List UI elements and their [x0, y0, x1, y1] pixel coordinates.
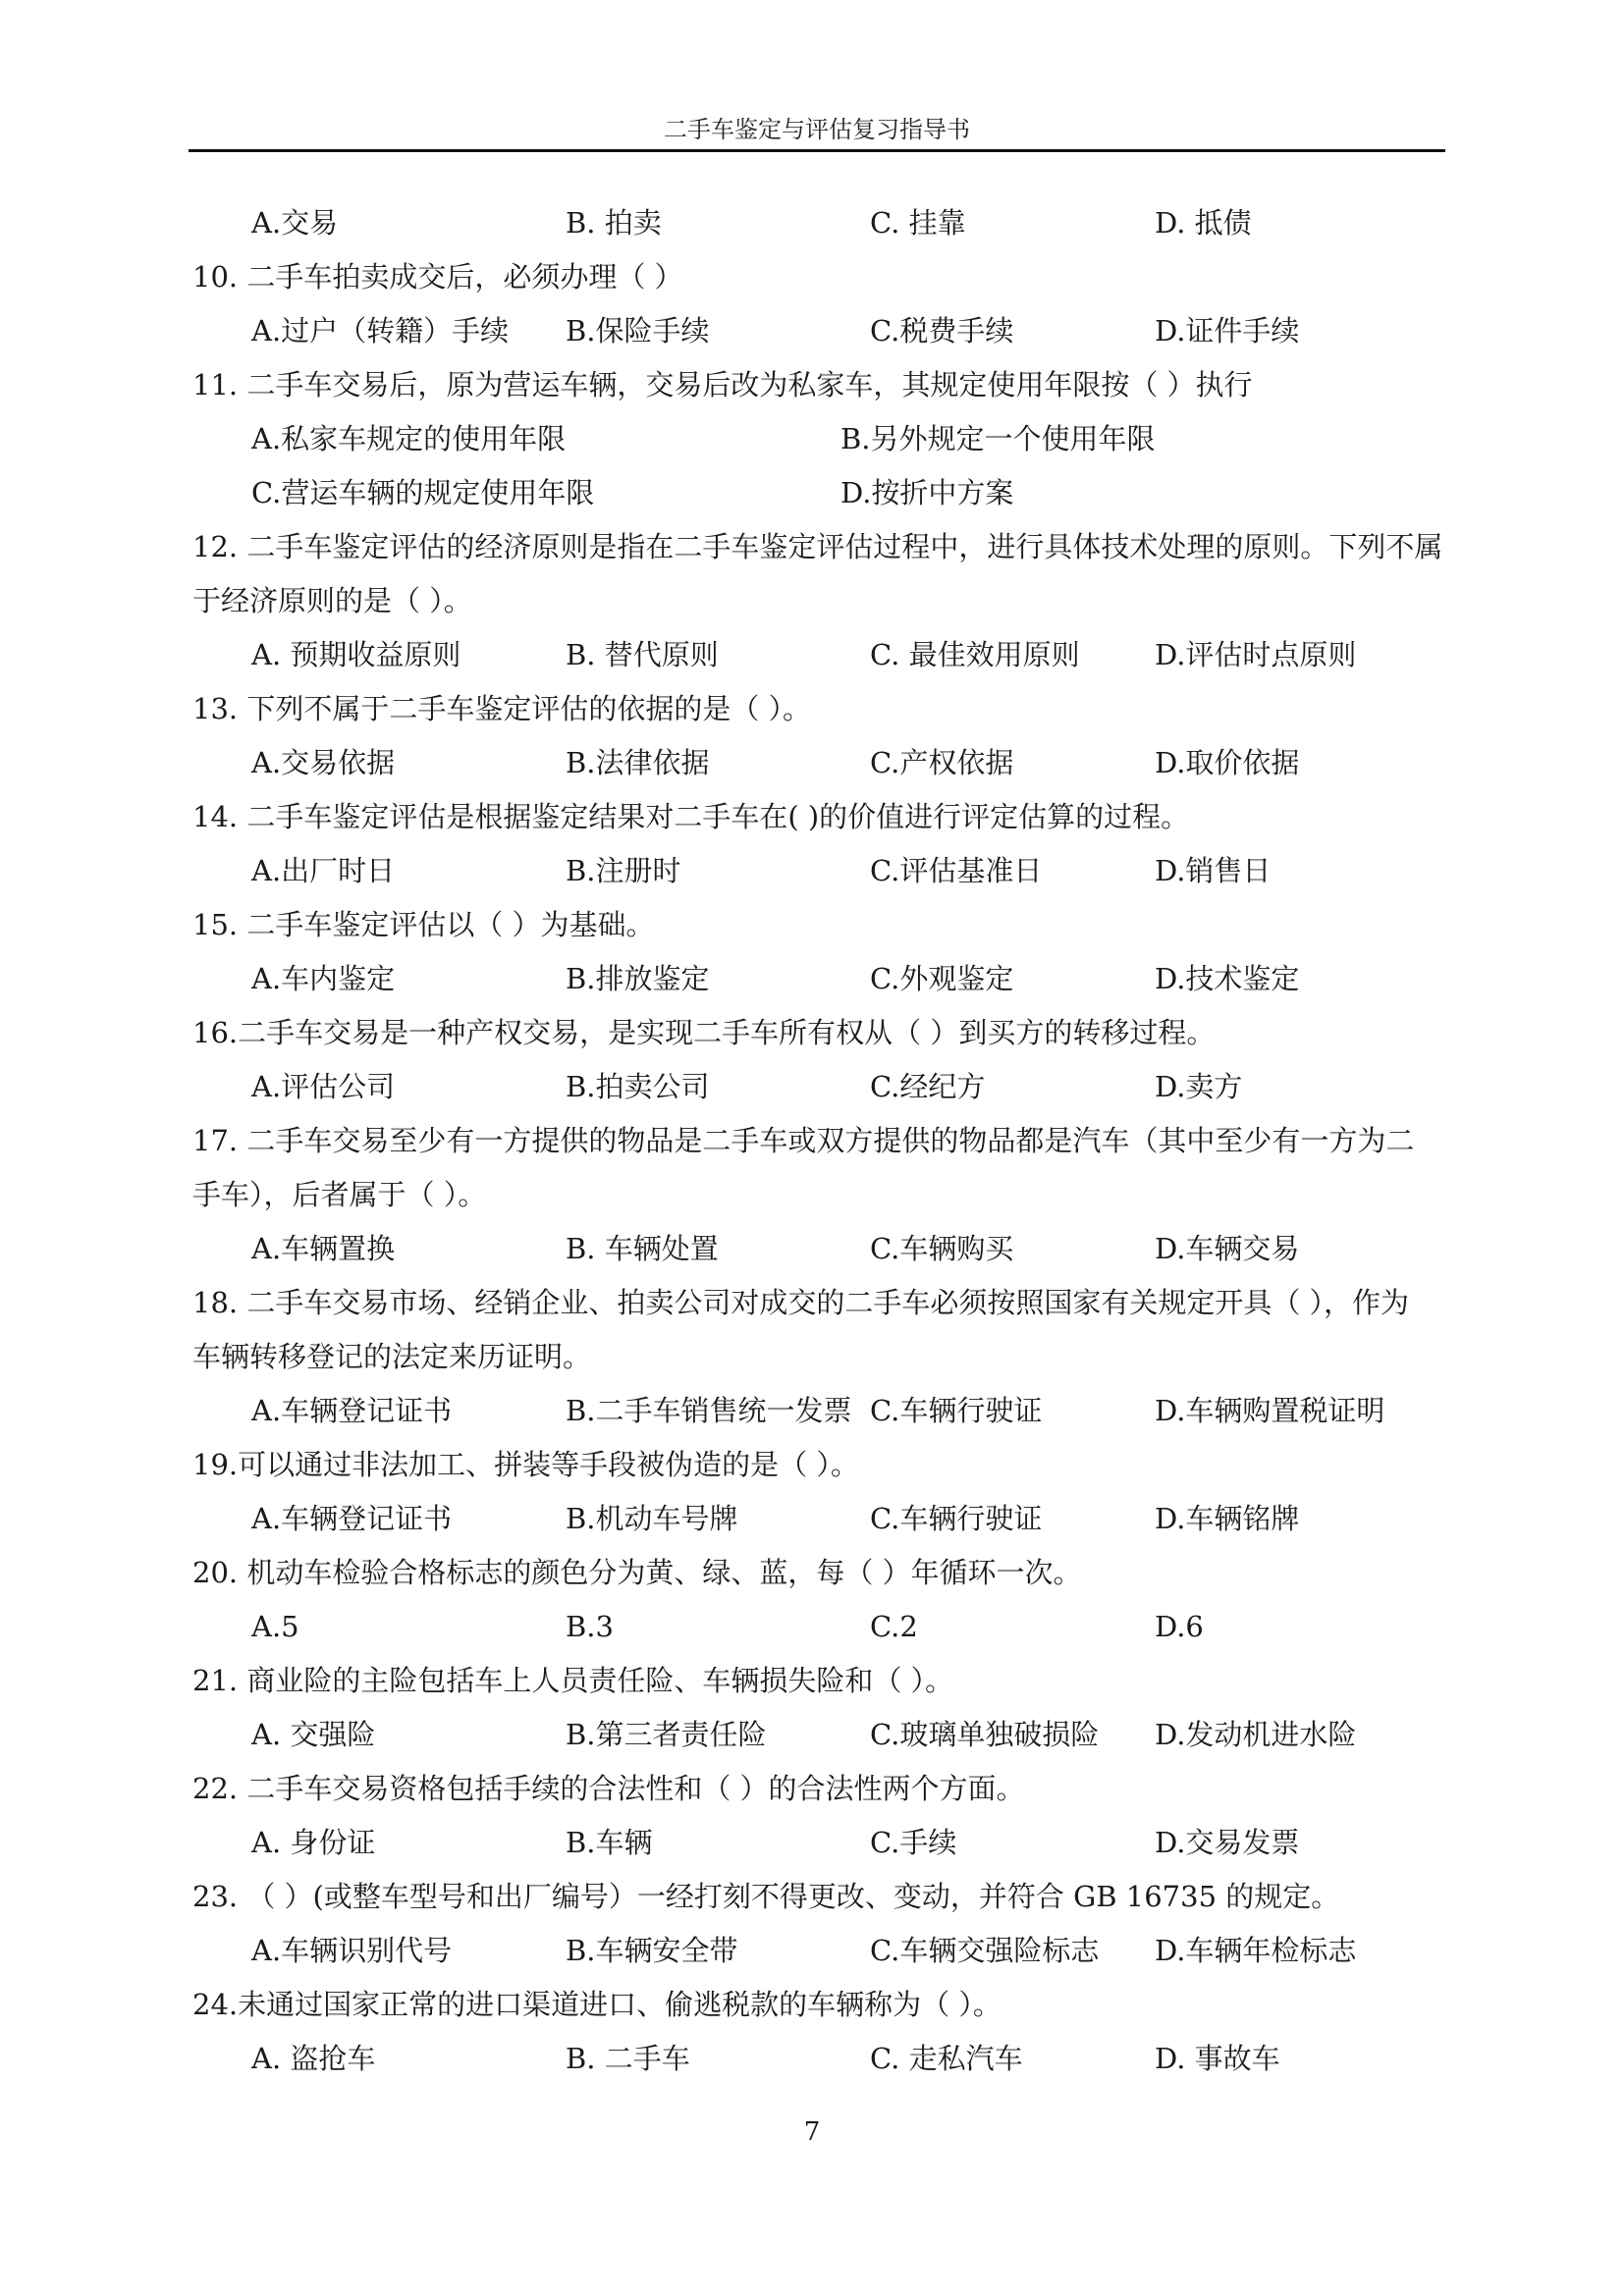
answer-options: [192, 952, 1445, 1006]
answer-option: B.注册时: [566, 854, 681, 887]
answer-options: [192, 412, 1445, 466]
answer-option: C.税费手续: [870, 314, 1014, 347]
answer-option: C.外观鉴定: [870, 962, 1014, 995]
answer-option: C. 挂靠: [870, 206, 966, 240]
question-stem: 14. 二手车鉴定评估是根据鉴定结果对二手车在( )的价值进行评定估算的过程。: [192, 800, 1190, 833]
answer-option: C.车辆交强险标志: [870, 1934, 1100, 1967]
answer-option: D.技术鉴定: [1155, 962, 1300, 995]
question-stem-continued: 于经济原则的是（ ）。: [192, 584, 472, 617]
answer-option: D. 事故车: [1155, 2042, 1280, 2075]
answer-option: D.销售日: [1155, 854, 1272, 887]
question-stem: 15. 二手车鉴定评估以（ ）为基础。: [192, 908, 655, 941]
answer-option: A.车辆登记证书: [251, 1502, 453, 1535]
answer-option: D.车辆年检标志: [1155, 1934, 1357, 1967]
answer-option: C. 最佳效用原则: [870, 638, 1080, 671]
answer-option: D.卖方: [1155, 1070, 1243, 1103]
answer-option: B.另外规定一个使用年限: [840, 422, 1156, 455]
answer-option: B. 二手车: [566, 2042, 690, 2075]
answer-option: A.交易: [251, 206, 339, 240]
question-stem: 20. 机动车检验合格标志的颜色分为黄、绿、蓝，每（ ）年循环一次。: [192, 1556, 1082, 1589]
answer-option: B.3: [566, 1610, 614, 1643]
answer-options: [192, 1708, 1445, 1762]
answer-option: D.车辆购置税证明: [1155, 1394, 1385, 1427]
question-stem: 21. 商业险的主险包括车上人员责任险、车辆损失险和（ ）。: [192, 1664, 954, 1697]
answer-options: [192, 736, 1445, 790]
answer-option: B.车辆安全带: [566, 1934, 738, 1967]
answer-option: B. 车辆处置: [566, 1232, 719, 1265]
answer-options: [192, 1060, 1445, 1114]
answer-option: D.按折中方案: [840, 476, 1014, 509]
answer-option: C.玻璃单独破损险: [870, 1718, 1100, 1751]
question-stem: 17. 二手车交易至少有一方提供的物品是二手车或双方提供的物品都是汽车（其中至少有一方为二: [192, 1124, 1415, 1157]
answer-option: C. 走私汽车: [870, 2042, 1023, 2075]
answer-options: [192, 466, 1445, 520]
answer-option: C.评估基准日: [870, 854, 1043, 887]
answer-option: D.交易发票: [1155, 1826, 1300, 1859]
answer-option: D.评估时点原则: [1155, 638, 1357, 671]
answer-options: [192, 1924, 1445, 1978]
question-stem: 13. 下列不属于二手车鉴定评估的依据的是（ ）。: [192, 692, 812, 725]
answer-option: B.排放鉴定: [566, 962, 710, 995]
answer-option: A.私家车规定的使用年限: [251, 422, 567, 455]
answer-option: B.第三者责任险: [566, 1718, 767, 1751]
answer-option: A. 身份证: [251, 1826, 376, 1859]
answer-option: D.车辆交易: [1155, 1232, 1300, 1265]
answer-option: D.取价依据: [1155, 746, 1300, 779]
answer-option: A. 交强险: [251, 1718, 376, 1751]
answer-option: D. 抵债: [1155, 206, 1252, 240]
answer-option: C.手续: [870, 1826, 957, 1859]
answer-option: B.二手车销售统一发票: [566, 1394, 852, 1427]
answer-options: [192, 2032, 1445, 2086]
answer-options: [192, 628, 1445, 682]
question-stem: 19.可以通过非法加工、拼装等手段被伪造的是（ ）。: [192, 1448, 859, 1481]
answer-option: A.评估公司: [251, 1070, 396, 1103]
answer-options: [192, 1600, 1445, 1654]
answer-option: B. 拍卖: [566, 206, 662, 240]
question-stem: 12. 二手车鉴定评估的经济原则是指在二手车鉴定评估过程中，进行具体技术处理的原则。下列不属: [192, 530, 1443, 563]
answer-option: A.车辆置换: [251, 1232, 396, 1265]
answer-options: [192, 1816, 1445, 1870]
answer-option: C.车辆购买: [870, 1232, 1014, 1265]
answer-option: A.车辆识别代号: [251, 1934, 453, 1967]
question-stem: 16.二手车交易是一种产权交易，是实现二手车所有权从（ ）到买方的转移过程。: [192, 1016, 1216, 1049]
question-stem: 18. 二手车交易市场、经销企业、拍卖公司对成交的二手车必须按照国家有关规定开具（ ），作为: [192, 1286, 1410, 1319]
answer-option: D.发动机进水险: [1155, 1718, 1357, 1751]
answer-option: C.车辆行驶证: [870, 1502, 1043, 1535]
answer-option: A.车辆登记证书: [251, 1394, 453, 1427]
answer-option: A. 预期收益原则: [251, 638, 461, 671]
answer-option: D.证件手续: [1155, 314, 1300, 347]
answer-options: [192, 1492, 1445, 1546]
answer-options: [192, 304, 1445, 358]
question-stem-continued: 车辆转移登记的法定来历证明。: [192, 1340, 592, 1373]
answer-option: A. 盗抢车: [251, 2042, 376, 2075]
answer-option: D.车辆铭牌: [1155, 1502, 1300, 1535]
question-list: [192, 196, 1445, 2086]
answer-option: D.6: [1155, 1610, 1204, 1643]
answer-options: [192, 1222, 1445, 1276]
question-stem: 11. 二手车交易后，原为营运车辆，交易后改为私家车，其规定使用年限按（ ）执行: [192, 368, 1253, 401]
answer-option: A.过户（转籍）手续: [251, 314, 510, 347]
answer-options: [192, 196, 1445, 250]
answer-option: B.保险手续: [566, 314, 710, 347]
answer-option: B.机动车号牌: [566, 1502, 738, 1535]
answer-option: C.经纪方: [870, 1070, 986, 1103]
answer-option: B.车辆: [566, 1826, 653, 1859]
header-rule: [189, 149, 1445, 152]
question-stem: 22. 二手车交易资格包括手续的合法性和（ ）的合法性两个方面。: [192, 1772, 1025, 1805]
answer-option: A.交易依据: [251, 746, 396, 779]
running-header: 二手车鉴定与评估复习指导书: [664, 116, 970, 143]
answer-option: A.车内鉴定: [251, 962, 396, 995]
question-stem: 23. （ ）(或整车型号和出厂编号）一经打刻不得更改、变动，并符合 GB 16735 的规定。: [192, 1880, 1340, 1913]
answer-option: C.营运车辆的规定使用年限: [251, 476, 595, 509]
answer-option: B.拍卖公司: [566, 1070, 710, 1103]
answer-options: [192, 844, 1445, 898]
question-stem: 10. 二手车拍卖成交后，必须办理（ ）: [192, 260, 683, 294]
answer-option: C.2: [870, 1610, 918, 1643]
answer-option: A.出厂时日: [251, 854, 396, 887]
question-stem-continued: 手车），后者属于（ ）。: [192, 1178, 487, 1211]
answer-option: C.产权依据: [870, 746, 1014, 779]
answer-option: B. 替代原则: [566, 638, 719, 671]
answer-options: [192, 1384, 1445, 1438]
answer-option: B.法律依据: [566, 746, 710, 779]
question-stem: 24.未通过国家正常的进口渠道进口、偷逃税款的车辆称为（ ）。: [192, 1988, 1001, 2021]
answer-option: A.5: [251, 1610, 299, 1643]
answer-option: C.车辆行驶证: [870, 1394, 1043, 1427]
page-number: 7: [803, 2117, 821, 2147]
